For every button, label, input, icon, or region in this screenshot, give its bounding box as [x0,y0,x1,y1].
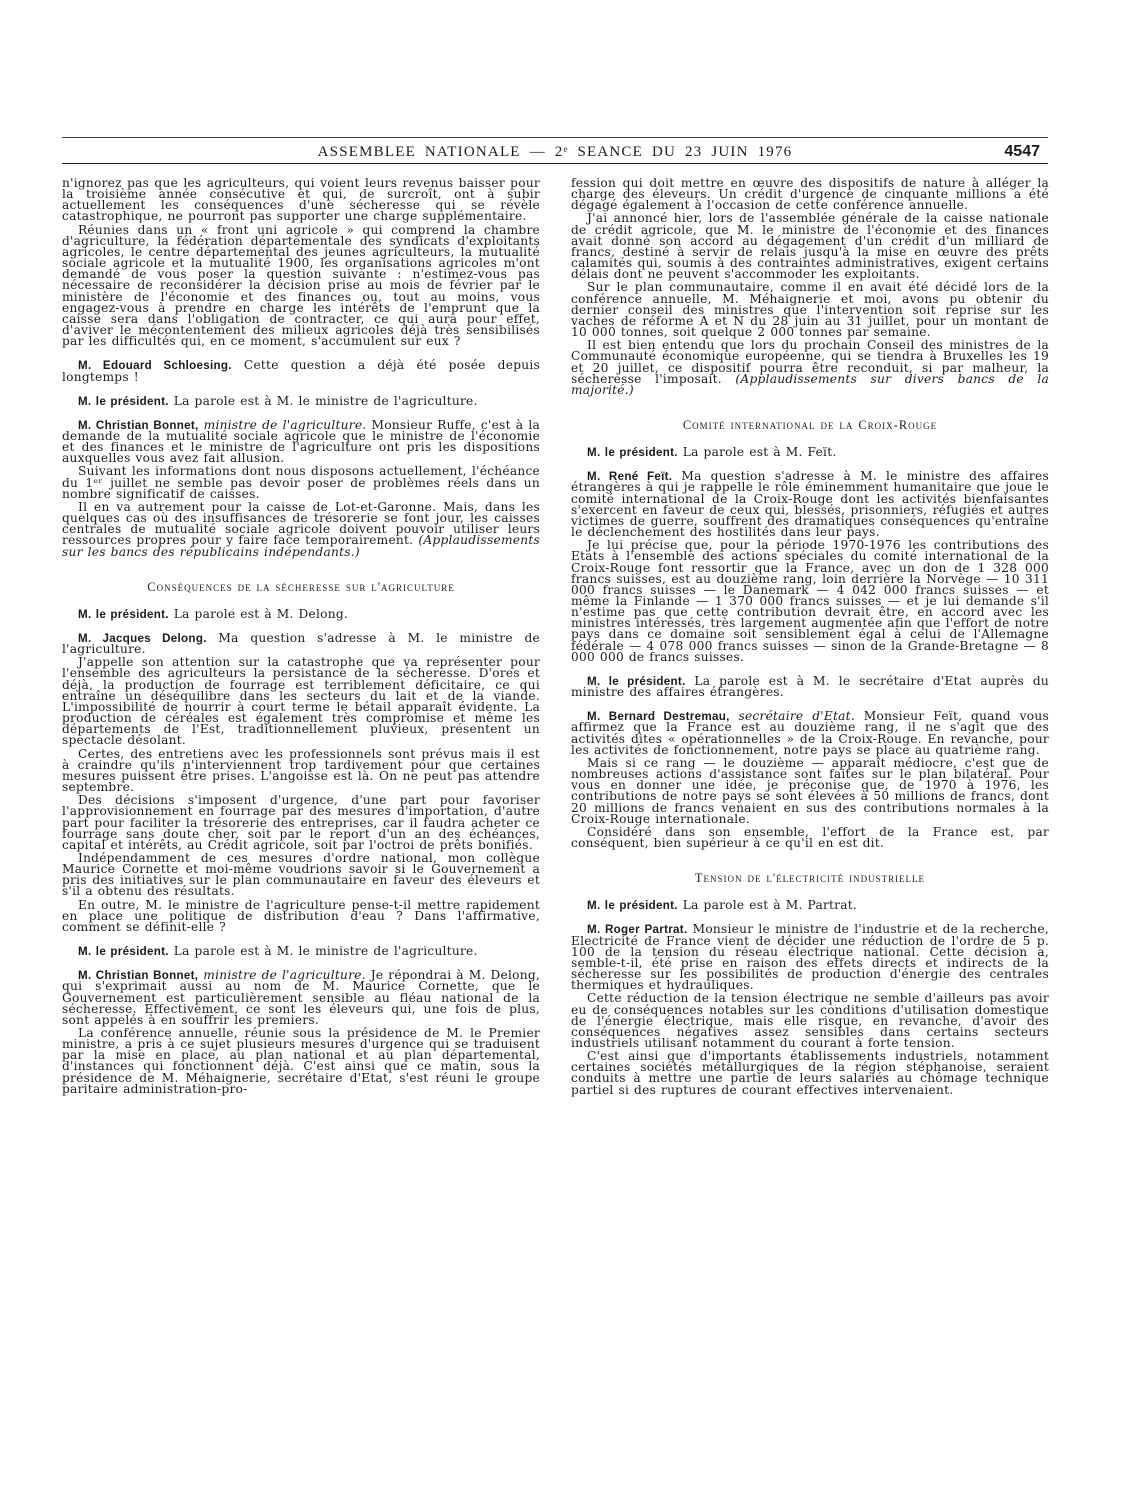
top-rule [62,137,1048,138]
speaker-name: M. le président. [78,394,169,408]
paragraph [571,282,1049,338]
speaker-name: M. Christian Bonnet, [78,418,199,432]
paragraph [62,466,540,499]
paragraph-text: La conférence annuelle, réunie sous la présidence de M. le Premier ministre, a pris à ce sujet plusieurs mesures d'urgence qui se traduisent par la mise en place, au plan national et au plan départemental, d'instances qui fonctionnent déjà. C'est ainsi que ce matin, sous la présidence de M. Méhaignerie, secrétaire d'Etat, s'est réuni le groupe paritaire administration-pro- [62,1026,540,1096]
paragraph [571,540,1049,663]
paragraph-text: Il est bien entendu que lors du prochain Conseil des ministres de la Communauté économique européenne, qui se tiendra à Bruxelles les 19 et 20 juillet, ce dispositif pourra être reconduit, si par malheur, la sécheresse l'imposait. [571,338,1049,386]
paragraph-text: Je répondrai à M. Delong, qui s'exprimait aussi au nom de M. Maurice Cornette, que le Gouvernement est particulièrement sensible au fléau national de la sécheresse. Effectivement, ce sont les éleveurs qui, une fois de plus, sont appelés à en souffrir les premiers. [62,968,540,1027]
paragraph-text: Sur le plan communautaire, comme il en avait été décidé lors de la conférence annuelle, M. Méhaignerie et moi, avons pu obtenir du dernier conseil des ministres que l'intervention soit reprise sur les vaches de réforme A et N du 28 juin au 31 juillet, pour un montant de 10 000 tonnes, soit quelque 2 000 tonnes par semaine. [571,280,1049,340]
paragraph-text: Monsieur Ruffe, c'est à la demande de la mutualité sociale agricole que le ministre de l'économie et des finances et le ministre de l'agriculture ont pris les dispositions auxquelles vous avez fait allusion. [62,417,540,466]
speaker-name: M. le président. [78,607,169,621]
speaker-name: M. Edouard Schloesing. [78,359,232,373]
paragraph [62,417,540,466]
paragraph-text: C'est ainsi que d'importants établissements industriels, notamment certaines sociétés métallurgiques de la région stéphanoise, seraient conduits à mettre une partie de leurs salariés au chômage technique partiel si des ruptures de courant effectives intervenaient. [571,1049,1049,1097]
speaker-role: ministre de l'agriculture. [203,417,367,432]
paragraph [571,471,1049,538]
paragraph [571,924,1049,991]
paragraph-text: Il en va autrement pour la caisse de Lot-et-Garonne. Mais, dans les quelques cas où des insuffisances de trésorerie se font jour, les caisses centrales de mutualité sociale agricole doivent pouvoir utiliser leurs ressources propres pour y faire face temporairement. [62,499,540,548]
paragraph-text: J'appelle son attention sur la catastrophe que va représenter pour l'ensemble des agriculteurs la persistance de la sécheresse. D'ores et déjà, la production de fourrage est terriblement déficitaire, ce qui entraîne un déséquilibre dans les secteurs du lait et de la viande. L'impossibilité de nourrir à court terme le bétail apparaît évidente. La production de céréales est également très compromise et même les départements de l'Est, traditionnellement pluvieux, présentent un spectacle désolant. [62,655,540,748]
paragraph [62,657,540,746]
paragraph-text: Certes, des entretiens avec les professionnels sont prévus mais il est à craindre qu'ils n'interviennent trop tardivement pour que certaines mesures puissent être prises. L'angoisse est là. On ne peut pas attendre septembre. [62,746,540,795]
section-heading: Conséquences de la sécheresse sur l'agriculture [147,579,455,594]
paragraph-text: La parole est à M. le ministre de l'agriculture. [173,393,478,408]
paragraph [62,746,540,795]
paragraph [62,222,540,349]
paragraph [571,340,1049,396]
speaker-name: M. le président. [78,945,169,959]
paragraph-text: Cette réduction de la tension électrique ne semble d'ailleurs pas avoir eu de conséquences notables sur les conditions d'utilisation domestique de l'énergie électrique, mais elle risque, en revanche, d'avoir des conséquences négatives assez sensibles dans certains secteurs industriels utilisant notamment du courant à forte tension. [571,991,1049,1050]
paragraph [62,897,540,934]
paragraph [62,178,540,223]
speaker-name: M. René Feït. [587,470,673,484]
paragraph-text: La parole est à M. Delong. [173,606,349,621]
paragraph-text: Considéré dans son ensemble, l'effort de la France est, par conséquent, bien supérieur à ce qu'il en est dit. [571,824,1049,850]
paragraph-text: En outre, M. le ministre de l'agriculture pense-t-il mettre rapidement en place une politique de distribution d'eau ? Dans l'affirmative, comment se définit-elle ? [62,897,540,934]
section-heading: Tension de l'électricité industrielle [694,871,926,886]
paragraph [571,900,1049,911]
paragraph [62,1028,540,1095]
paragraph-text: Je lui précise que, pour la période 1970-1976 les contributions des Etats à l'ensemble des actions spéciales du comité international de la Croix-Rouge font ressortir que la France, avec un don de 1 328 000 francs suisses, est au douzième rang, loin derrière la Norvège — 10 311 000 francs suisses — le Danemark — 4 042 000 francs suisses — et même la Finlande — 1 370 000 francs suisses — et je lui demande s'il n'estime pas que cette contribution devrait être, en accord avec les ministres intéressés, très largement augmentée afin que l'effort de notre pays dans ce domaine soit sensiblement égal à celui de l'Allemagne fédérale — 4 078 000 francs suisses — sinon de la Grande-Bretagne — 8 000 000 de francs suisses. [571,538,1049,664]
paragraph-text: J'ai annoncé hier, lors de l'assemblée générale de la caisse nationale de crédit agricole, que M. le ministre de l'économie et des finances avait donné son accord au dégagement d'un crédit d'un milliard de francs, destiné à servir de relais jusqu'à la mise en œuvre des prêts calamités qui, soumis à des contraintes administratives, exigent certains délais dont ne peuvent s'accommoder les exploitants. [571,211,1049,282]
running-header: ASSEMBLEE NATIONALE — 2ᵉ SEANCE DU 23 JUIN 1976 [317,144,793,160]
paragraph-text: Ma question s'adresse à M. le ministre de l'agriculture. [62,631,540,657]
paragraph [62,360,540,382]
speaker-name: M. Jacques Delong. [78,632,207,645]
paragraph [571,178,1049,211]
paragraph-text: Réunies dans un « front uni agricole » qui comprend la chambre d'agriculture, la fédération départementale des syndicats d'exploitants agricoles, le centre départemental des jeunes agriculteurs, la mutualité sociale agricole et la mutualité 1900, les organisations agricoles m'ont demandé de vous poser la question suivante : n'estimez-vous pas nécessaire de reconsidérer la décision prise au mois de février par le ministère de l'économie et des finances ou, tout au moins, vous engagez-vous à prendre en charge les intérêts de l'emprunt que la caisse sera dans l'obligation de contracter, ce qui aura pour effet, d'aviver le mécontentement des milieux agricoles déjà très sensibilisés par les difficultés qui, en ce moment, s'accumulent sur eux ? [62,222,540,349]
paragraph-text: La parole est à M. Partrat. [682,898,858,913]
speaker-name: M. le président. [587,446,678,460]
paragraph-text: Ma question s'adresse à M. le ministre des affaires étrangères à qui je rappelle le rôle éminemment humanitaire que joue le comité international de la Croix-Rouge dont les activités bienfaisantes s'exercent en faveur de ceux qui, blessés, prisonniers, réfugiés et autres victimes de guerre, souffrent des dramatiques conséquences qu'entraîne le déclenchement des hostilités dans leur pays. [571,469,1049,540]
speaker-name: M. le président. [587,899,678,913]
paragraph [62,499,540,559]
paragraph [62,633,540,655]
paragraph-text: La parole est à M. le ministre de l'agriculture. [173,944,478,959]
paragraph [571,993,1049,1049]
paragraph [62,970,540,1026]
right-column [571,178,1049,1098]
header-rule [62,163,1048,164]
section-heading: Comité international de la Croix-Rouge [682,417,938,432]
paragraph-text: Cette question a déjà été posée depuis longtemps ! [62,358,540,384]
paragraph-text: Indépendamment de ces mesures d'ordre national, mon collègue Maurice Cornette et moi-même voudrions savoir si le Gouvernement a pris des initiatives sur le plan communautaire en faveur des éleveurs et s'il a obtenu des résultats. [62,850,540,899]
paragraph-text: Des décisions s'imposent d'urgence, d'une part pour favoriser l'approvisionnement en fourrage par des mesures d'importation, d'autre part pour faciliter la trésorerie des entreprises, car il faudra acheter ce fourrage sans doute cher, soit par le report d'un an des échéances, capital et intérêts, au Crédit agricole, soit par l'octroi de prêts bonifiés. [62,793,540,852]
paragraph-text: Monsieur Feït, quand vous affirmez que la France est au douzième rang, il ne s'agit que des activités dites « opérationnelles » de la Croix-Rouge. En revanche, pour les activités de fonctionnement, notre pays se place au quatrième rang. [571,709,1049,757]
paragraph [571,673,1049,700]
speaker-role: ministre de l'agriculture. [203,968,366,983]
paragraph [62,850,540,899]
left-column [62,178,540,1097]
applause-note: (Applaudissements sur les bancs des républicains indépendants.) [62,533,540,559]
applause-note: (Applaudissements sur divers bancs de la majorité.) [571,371,1049,397]
paragraph [62,606,540,621]
speaker-name: M. le président. [587,674,686,688]
speaker-name: M. Christian Bonnet, [78,969,199,983]
page-number: 4547 [1004,143,1040,160]
paragraph-text: n'ignorez pas que les agriculteurs, qui voient leurs revenus baisser pour la troisième année consécutive et qui, de surcroît, ont à subir actuellement les conséquences d'une sécheresse qui se révèle catastrophique, ne pourront pas supporter une charge supplémentaire. [62,176,540,224]
paragraph [62,795,540,851]
speaker-name: M. Bernard Destremau, [587,710,730,724]
paragraph-text: fession qui doit mettre en œuvre des dispositifs de nature à alléger la charge des éleveurs. Un crédit d'urgence de cinquante millions a été dégagé également à l'occasion de cette conférence annuelle. [571,176,1049,213]
speaker-name: M. Roger Partrat. [587,923,688,937]
paragraph [62,393,540,408]
paragraph [571,447,1049,458]
paragraph [571,711,1049,756]
speaker-role: secrétaire d'Etat. [738,709,855,724]
paragraph-text: La parole est à M. Feït. [682,445,837,460]
paragraph [62,946,540,957]
paragraph-text: La parole est à M. le secrétaire d'Etat auprès du ministre des affaires étrangères. [571,673,1049,700]
paragraph [571,1051,1049,1096]
paragraph [571,213,1049,280]
paragraph [571,824,1049,850]
paragraph-text: Suivant les informations dont nous disposons actuellement, l'échéance du 1ᵉʳ juillet ne semble pas devoir poser de problèmes réels dans un nombre significatif de caisses. [62,464,540,501]
paragraph-text: Mais si ce rang — le douzième — apparaît médiocre, c'est que de nombreuses actions d'assistance sont faites sur le plan bilatéral. Pour vous en donner une idée, je préconise que, de 1970 à 1976, les contributions de notre pays se sont élevées à 50 millions de francs, dont 20 millions de francs venaient en sus des contributions normales à la Croix-Rouge internationale. [571,755,1049,826]
paragraph-text: Monsieur le ministre de l'industrie et de la recherche, Electricité de France vient de décider une réduction de l'ordre de 5 p. 100 de la tension du réseau électrique national. Cette décision a, semble-t-il, été prise en raison des effets directs et indirects de la sécheresse sur les possibilités de production d'énergie des centrales thermiques et hydrauliques. [571,922,1049,993]
paragraph [571,755,1049,826]
